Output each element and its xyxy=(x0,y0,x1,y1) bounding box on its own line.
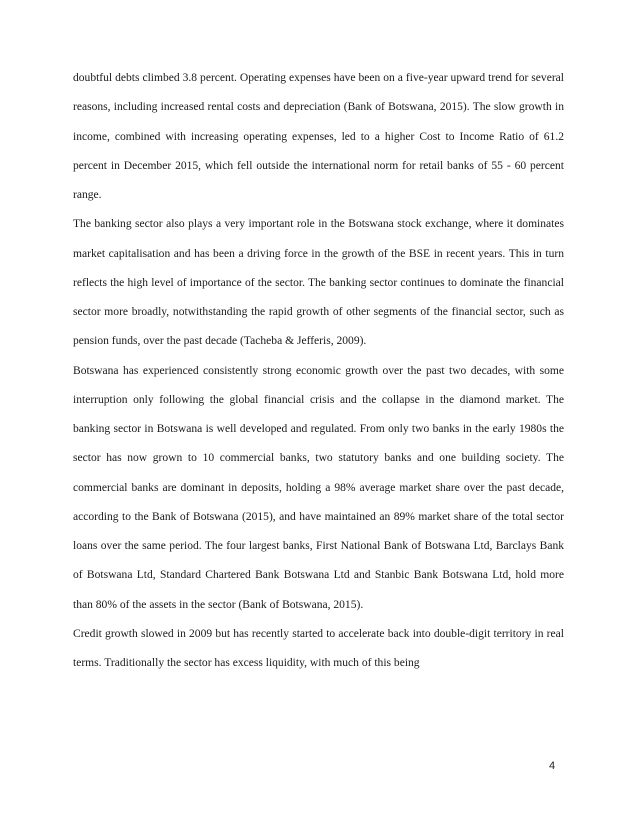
paragraph-stock-exchange: The banking sector also plays a very important role in the Botswana stock exchange, where it dominates market capitalisation and has been a driving force in the growth of the BSE in recent years. This in turn reflects the high level of importance of the sector. The banking sector continues to dominate the financial sector more broadly, notwithstanding the rapid growth of other segments of the financial sector, such as pension funds, over the past decade (Tacheba & Jefferis, 2009). xyxy=(73,218,564,348)
body-text xyxy=(73,64,564,678)
paragraph-economic-growth: Botswana has experienced consistently strong economic growth over the past two decades, with some interruption only following the global financial crisis and the collapse in the diamond market. The banking sector in Botswana is well developed and regulated. From only two banks in the early 1980s the sector has now grown to 10 commercial banks, two statutory banks and one building society. The commercial banks are dominant in deposits, holding a 98% average market share over the past decade, according to the Bank of Botswana (2015), and have maintained an 89% market share of the total sector loans over the same period. The four largest banks, First National Bank of Botswana Ltd, Barclays Bank of Botswana Ltd, Standard Chartered Bank Botswana Ltd and Stanbic Bank Botswana Ltd, hold more than 80% of the assets in the sector (Bank of Botswana, 2015). xyxy=(73,364,564,611)
paragraph-credit-growth: Credit growth slowed in 2009 but has recently started to accelerate back into double-digit territory in real terms. Traditionally the sector has excess liquidity, with much of this being xyxy=(73,627,564,669)
page-number: 4 xyxy=(549,760,556,772)
paragraph-operating-expenses: doubtful debts climbed 3.8 percent. Operating expenses have been on a five-year upward trend for several reasons, including increased rental costs and depreciation (Bank of Botswana, 2015). The slow growth in income, combined with increasing operating expenses, led to a higher Cost to Income Ratio of 61.2 percent in December 2015, which fell outside the international norm for retail banks of 55 - 60 percent range. xyxy=(73,72,564,201)
